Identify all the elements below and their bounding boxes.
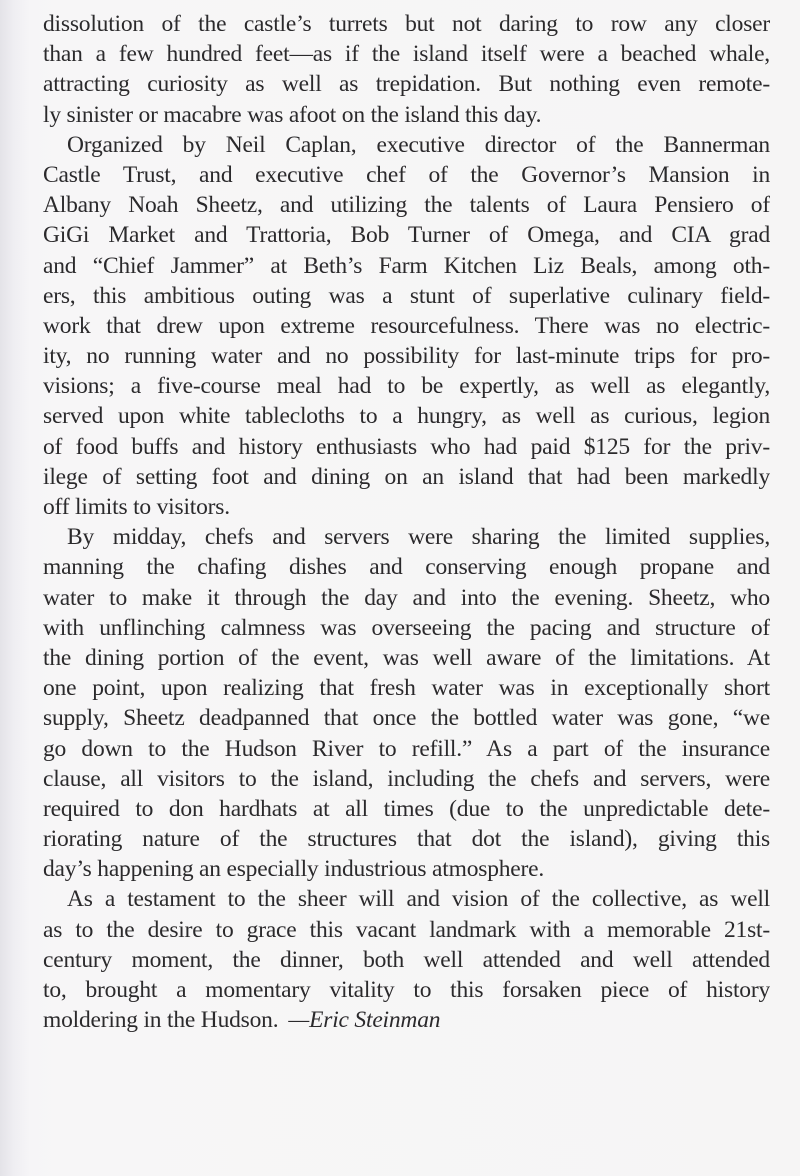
article-body: [43, 9, 770, 1035]
text-line: off limits to visitors.: [43, 494, 230, 520]
text-line: visions; a five-course meal had to be expertly, as well as elegantly,: [43, 373, 770, 400]
text-line: one point, upon realizing that fresh water was in exceptionally short: [43, 675, 770, 702]
text-line: served upon white tablecloths to a hungry, as well as curious, legion: [43, 403, 770, 430]
text-line: moldering in the Hudson.: [43, 1007, 279, 1034]
paragraph-2: [43, 130, 770, 522]
final-line: [43, 1005, 770, 1035]
text-line: riorating nature of the structures that dot the island), giving this: [43, 826, 770, 853]
text-line: Castle Trust, and executive chef of the Governor’s Mansion in: [43, 161, 770, 188]
text-line: supply, Sheetz deadpanned that once the bottled water was gone, “we: [43, 705, 770, 732]
text-line: dissolution of the castle’s turrets but not daring to row any closer: [43, 11, 770, 37]
text-line: Albany Noah Sheetz, and utilizing the talents of Laura Pensiero of: [43, 192, 770, 219]
text-line: As a testament to the sheer will and vision of the collective, as well: [67, 886, 770, 913]
text-line: work that drew upon extreme resourcefulness. There was no electric-: [43, 312, 770, 339]
text-line: required to don hardhats at all times (due to the unpredictable dete-: [43, 795, 770, 822]
text-line: ly sinister or macabre was afoot on the island this day.: [43, 101, 542, 128]
text-line: attracting curiosity as well as trepidation. But nothing even remote-: [43, 71, 770, 98]
text-line: Organized by Neil Caplan, executive director of the Bannerman: [67, 131, 770, 158]
text-line: ers, this ambitious outing was a stunt of superlative culinary field-: [43, 282, 770, 309]
text-line: GiGi Market and Trattoria, Bob Turner of Omega, and CIA grad: [43, 222, 770, 249]
text-line: the dining portion of the event, was well aware of the limitations. At: [43, 644, 770, 671]
text-line: century moment, the dinner, both well attended and well attended: [43, 946, 770, 973]
text-line: as to the desire to grace this vacant landmark with a memorable 21st-: [43, 916, 770, 943]
text-line: day’s happening an especially industrious atmosphere.: [43, 856, 545, 883]
text-line: clause, all visitors to the island, including the chefs and servers, were: [43, 765, 770, 792]
text-line: than a few hundred feet—as if the island itself were a beached whale,: [43, 41, 770, 68]
paragraph-3: [43, 522, 770, 884]
text-line: with unflinching calmness was overseeing the pacing and structure of: [43, 614, 770, 641]
paragraph-4: [43, 884, 770, 1035]
text-line: By midday, chefs and servers were sharing the limited supplies,: [67, 524, 770, 551]
text-line: and “Chief Jammer” at Beth’s Farm Kitchen Liz Beals, among oth-: [43, 252, 770, 279]
text-line: go down to the Hudson River to refill.” As a part of the insurance: [43, 735, 770, 762]
text-line: water to make it through the day and into the evening. Sheetz, who: [43, 584, 770, 611]
text-line: ilege of setting foot and dining on an island that had been markedly: [43, 463, 770, 490]
text-line: ity, no running water and no possibility for last-minute trips for pro-: [43, 343, 770, 370]
text-line: to, brought a momentary vitality to this forsaken piece of history: [43, 977, 770, 1003]
text-line: manning the chafing dishes and conserving enough propane and: [43, 554, 770, 581]
text-line: of food buffs and history enthusiasts who had paid $125 for the priv-: [43, 433, 770, 460]
paragraph-1: [43, 9, 770, 130]
author-signature: —Eric Steinman: [288, 1007, 441, 1034]
